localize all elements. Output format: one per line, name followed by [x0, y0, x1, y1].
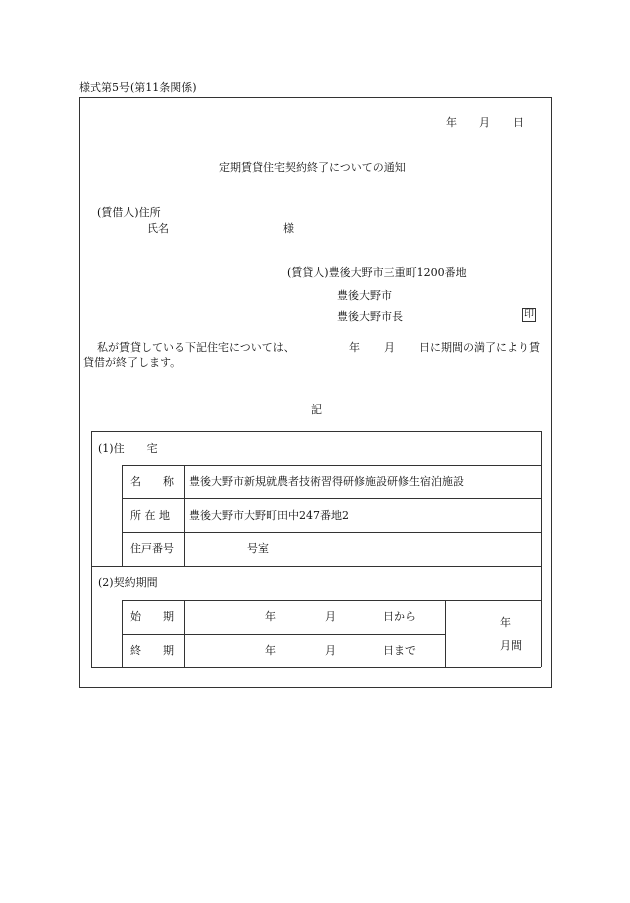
landlord-title: 豊後大野市長: [337, 310, 403, 323]
tenant-name-label: 氏名: [147, 222, 169, 235]
body-line1-suffix: 日に期間の満了により賃: [419, 341, 540, 354]
section2-label: (2)契約期間: [98, 576, 158, 589]
row-location-value: 豊後大野市大野町田中247番地2: [189, 509, 349, 522]
end-year: 年: [265, 644, 276, 657]
row-name-label: 名 称: [130, 475, 174, 488]
start-day: 日から: [383, 610, 416, 623]
body-line2: 貸借が終了します。: [83, 356, 182, 369]
document-title: 定期賃貸住宅契約終了についての通知: [219, 161, 406, 174]
tenant-honorific: 様: [283, 222, 294, 235]
end-month: 月: [325, 644, 336, 657]
row-location-label: 所 在 地: [130, 509, 170, 522]
row-name-value: 豊後大野市新規就農者技術習得研修施設研修生宿泊施設: [189, 475, 464, 488]
landlord-address: (賃貸人)豊後大野市三重町1200番地: [287, 266, 467, 279]
row-unit-value: 号室: [247, 542, 269, 555]
body-month: 月: [384, 341, 395, 354]
date-month: 月: [479, 116, 490, 129]
section1-label: (1)住 宅: [98, 442, 158, 455]
date-day: 日: [513, 116, 524, 129]
end-day: 日まで: [383, 644, 416, 657]
tenant-address-label: (賃借人)住所: [97, 206, 161, 219]
duration-months: 月間: [500, 639, 522, 652]
end-label: 終 期: [130, 644, 174, 657]
start-year: 年: [265, 610, 276, 623]
ki-note-mark: 記: [311, 403, 322, 416]
body-year: 年: [349, 341, 360, 354]
body-line1-prefix: 私が賃貸している下記住宅については、: [97, 341, 295, 354]
duration-year: 年: [500, 616, 511, 629]
form-number: 様式第5号(第11条関係): [79, 81, 197, 94]
start-month: 月: [325, 610, 336, 623]
start-label: 始 期: [130, 610, 174, 623]
landlord-org: 豊後大野市: [337, 289, 392, 302]
seal-mark: 印: [524, 309, 534, 320]
row-unit-label: 住戸番号: [130, 542, 174, 555]
date-year: 年: [446, 116, 457, 129]
